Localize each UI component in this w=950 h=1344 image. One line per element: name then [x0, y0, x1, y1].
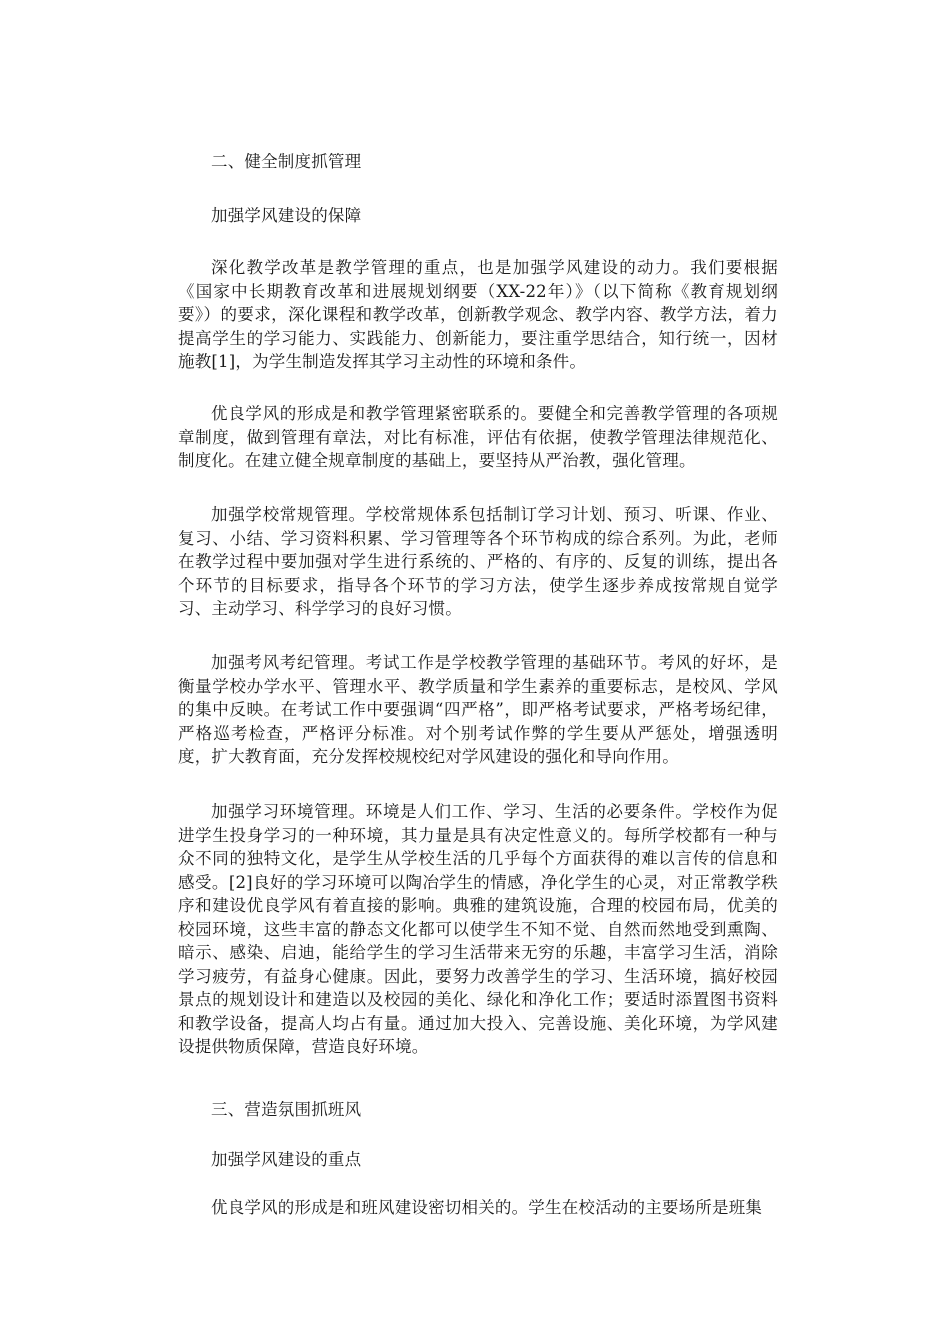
- paragraph: 加强考风考纪管理。考试工作是学校教学管理的基础环节。考风的好坏，是衡量学校办学水平、管理水平、教学质量和学生素养的重要标志，是校风、学风的集中反映。在考试工作中要强调“四严格”，即严格考试要求，严格考场纪律，严格巡考检查，严格评分标准。对个别考试作弊的学生要从严惩处，增强透明度，扩大教育面，充分发挥校规校纪对学风建设的强化和导向作用。: [178, 653, 778, 766]
- section-subheading: 加强学风建设的保障: [211, 206, 362, 225]
- paragraph: 加强学习环境管理。环境是人们工作、学习、生活的必要条件。学校作为促进学生投身学习的一种环境，其力量是具有决定性意义的。每所学校都有一种与众不同的独特文化，是学生从学校生活的几乎每个方面获得的难以言传的信息和感受。[2]良好的学习环境可以陶冶学生的情感，净化学生的心灵，对正常教学秩序和建设优良学风有着直接的影响。典雅的建筑设施，合理的校园布局，优美的校园环境，这些丰富的静态文化都可以使学生不知不觉、自然而然地受到熏陶、暗示、感染、启迪，能给学生的学习生活带来无穷的乐趣，丰富学习生活，消除学习疲劳，有益身心健康。因此，要努力改善学生的学习、生活环境，搞好校园景点的规划设计和建造以及校园的美化、绿化和净化工作；要适时添置图书资料和教学设备，提高人均占有量。通过加大投入、完善设施、美化环境，为学风建设提供物质保障，营造良好环境。: [178, 802, 778, 1056]
- paragraph: 深化教学改革是教学管理的重点，也是加强学风建设的动力。我们要根据《国家中长期教育改革和进展规划纲要（XX-22年）》（以下简称《教育规划纲要》）的要求，深化课程和教学改革，创新教学观念、教学内容、教学方法，着力提高学生的学习能力、实践能力、创新能力，要注重学思结合，知行统一，因材施教[1]，为学生制造发挥其学习主动性的环境和条件。: [178, 258, 778, 371]
- paragraph: 加强学校常规管理。学校常规体系包括制订学习计划、预习、听课、作业、复习、小结、学习资料积累、学习管理等各个环节构成的综合系列。为此，老师在教学过程中要加强对学生进行系统的、严格的、有序的、反复的训练，提出各个环节的目标要求，指导各个环节的学习方法，使学生逐步养成按常规自觉学习、主动学习、科学学习的良好习惯。: [178, 505, 778, 618]
- section-heading: 二、健全制度抓管理: [211, 152, 362, 171]
- section-heading: 三、营造氛围抓班风: [211, 1100, 362, 1119]
- section-subheading: 加强学风建设的重点: [211, 1150, 362, 1169]
- document-page: [178, 0, 778, 1344]
- paragraph: 优良学风的形成是和教学管理紧密联系的。要健全和完善教学管理的各项规章制度，做到管理有章法，对比有标准，评估有依据，使教学管理法律规范化、制度化。在建立健全规章制度的基础上，要坚持从严治教，强化管理。: [178, 404, 778, 470]
- paragraph: 优良学风的形成是和班风建设密切相关的。学生在校活动的主要场所是班集: [211, 1198, 763, 1217]
